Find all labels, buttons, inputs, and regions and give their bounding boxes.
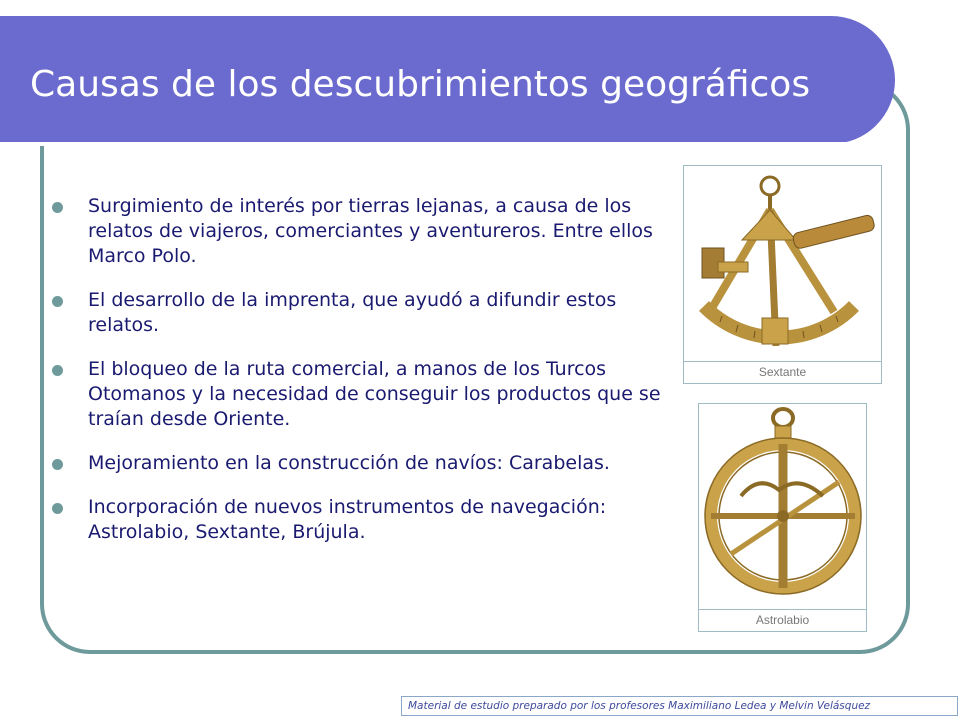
bullet-item: [52, 495, 662, 545]
bullet-text: Incorporación de nuevos instrumentos de navegación: Astrolabio, Sextante, Brújula.: [88, 496, 607, 543]
bullet-dot-icon: [52, 503, 63, 514]
bullet-text: Surgimiento de interés por tierras lejanas, a causa de los relatos de viajeros, comerciantes y aventureros. Entre ellos Marco Polo.: [88, 195, 653, 267]
title-bar: [0, 16, 895, 144]
slide-title: Causas de los descubrimientos geográficos: [30, 64, 811, 105]
bullet-list: [52, 194, 662, 564]
bullet-text: Mejoramiento en la construcción de navíos: Carabelas.: [88, 452, 610, 474]
bullet-item: [52, 451, 662, 476]
bullet-dot-icon: [52, 459, 63, 470]
bullet-dot-icon: [52, 202, 63, 213]
bullet-dot-icon: [52, 296, 63, 307]
astrolabe-caption: Astrolabio: [698, 609, 867, 632]
astrolabe-image: [698, 403, 867, 610]
sextant-caption: Sextante: [683, 361, 882, 384]
sextant-image: [683, 165, 882, 362]
bullet-text: El bloqueo de la ruta comercial, a manos de los Turcos Otomanos y la necesidad de conseguir los productos que se traían desde Oriente.: [88, 358, 661, 430]
bullet-item: [52, 194, 662, 269]
title-underline: [0, 142, 848, 146]
bullet-dot-icon: [52, 365, 63, 376]
bullet-text: El desarrollo de la imprenta, que ayudó a difundir estos relatos.: [88, 289, 617, 336]
bullet-item: [52, 357, 662, 432]
footer-credit: Material de estudio preparado por los profesores Maximiliano Ledea y Melvin Velásquez: [401, 696, 958, 716]
bullet-item: [52, 288, 662, 338]
